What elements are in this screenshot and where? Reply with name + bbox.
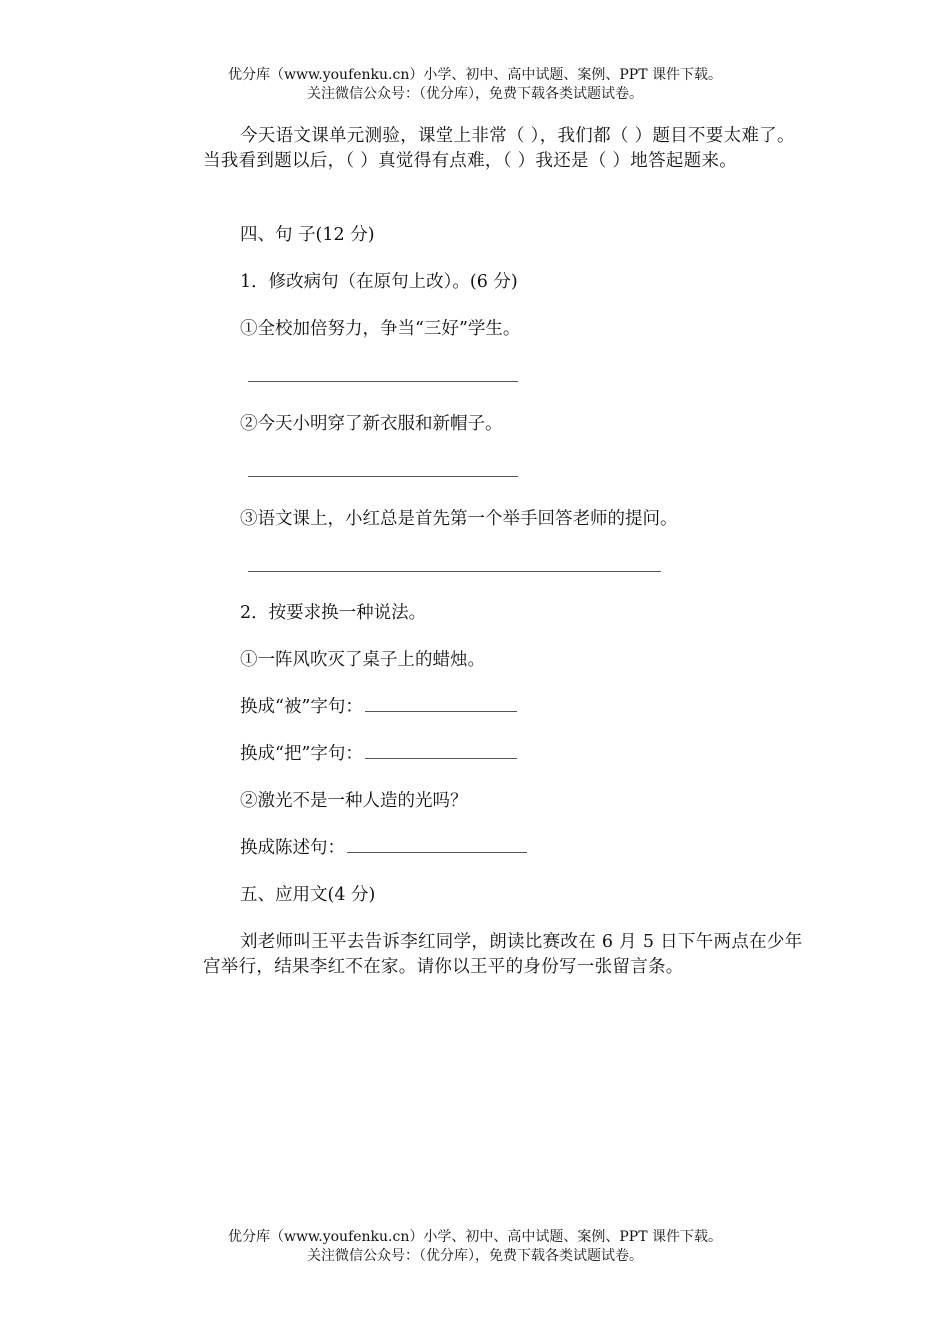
worksheet-body — [203, 124, 807, 977]
bei-sentence-row — [240, 696, 517, 718]
statement-answer-blank[interactable] — [347, 838, 527, 853]
section5-body: 刘老师叫王平去告诉李红同学，朗读比赛改在 6 月 5 日下午两点在少年宫举行，结果李红不在家。请你以王平的身份写一张留言条。 — [203, 932, 803, 977]
bei-prompt: 换成“被”字句： — [240, 697, 363, 717]
ba-answer-blank[interactable] — [365, 744, 517, 759]
header-line-1: 优分库（www.youfenku.cn）小学、初中、高中试题、案例、PPT 课件下载。 — [227, 67, 722, 83]
footer-line-1: 优分库（www.youfenku.cn）小学、初中、高中试题、案例、PPT 课件下载。 — [227, 1229, 722, 1245]
statement-sentence-row — [240, 837, 527, 859]
q1-item-1: ①全校加倍努力，争当“三好”学生。 — [240, 319, 521, 339]
answer-blank-1[interactable] — [248, 381, 518, 382]
ba-sentence-row — [240, 743, 517, 765]
q2-item-2: ②激光不是一种人造的光吗？ — [240, 791, 468, 811]
statement-prompt: 换成陈述句： — [240, 838, 345, 858]
answer-blank-2[interactable] — [248, 476, 518, 477]
section4-title: 四、句 子(12 分) — [240, 225, 375, 245]
q2-title: 2．按要求换一种说法。 — [240, 603, 427, 623]
bei-answer-blank[interactable] — [365, 697, 517, 712]
page-header — [0, 66, 950, 104]
page-footer — [0, 1228, 950, 1266]
header-line-2: 关注微信公众号：（优分库），免费下载各类试题试卷。 — [307, 86, 643, 102]
q2-item-1: ①一阵风吹灭了桌子上的蜡烛。 — [240, 650, 485, 670]
section5-title: 五、应用文(4 分) — [240, 885, 376, 905]
answer-blank-3[interactable] — [248, 571, 661, 572]
footer-line-2: 关注微信公众号：（优分库），免费下载各类试题试卷。 — [307, 1248, 643, 1264]
q1-item-3: ③语文课上，小红总是首先第一个举手回答老师的提问。 — [240, 509, 678, 529]
q1-item-2: ②今天小明穿了新衣服和新帽子。 — [240, 414, 503, 434]
q1-title: 1．修改病句（在原句上改）。(6 分) — [240, 272, 518, 292]
intro-paragraph: 今天语文课单元测验，课堂上非常（ ），我们都（ ）题目不要太难了。当我看到题以后，（ ）真觉得有点难，（ ）我还是（ ）地答起题来。 — [203, 126, 795, 171]
ba-prompt: 换成“把”字句： — [240, 744, 363, 764]
